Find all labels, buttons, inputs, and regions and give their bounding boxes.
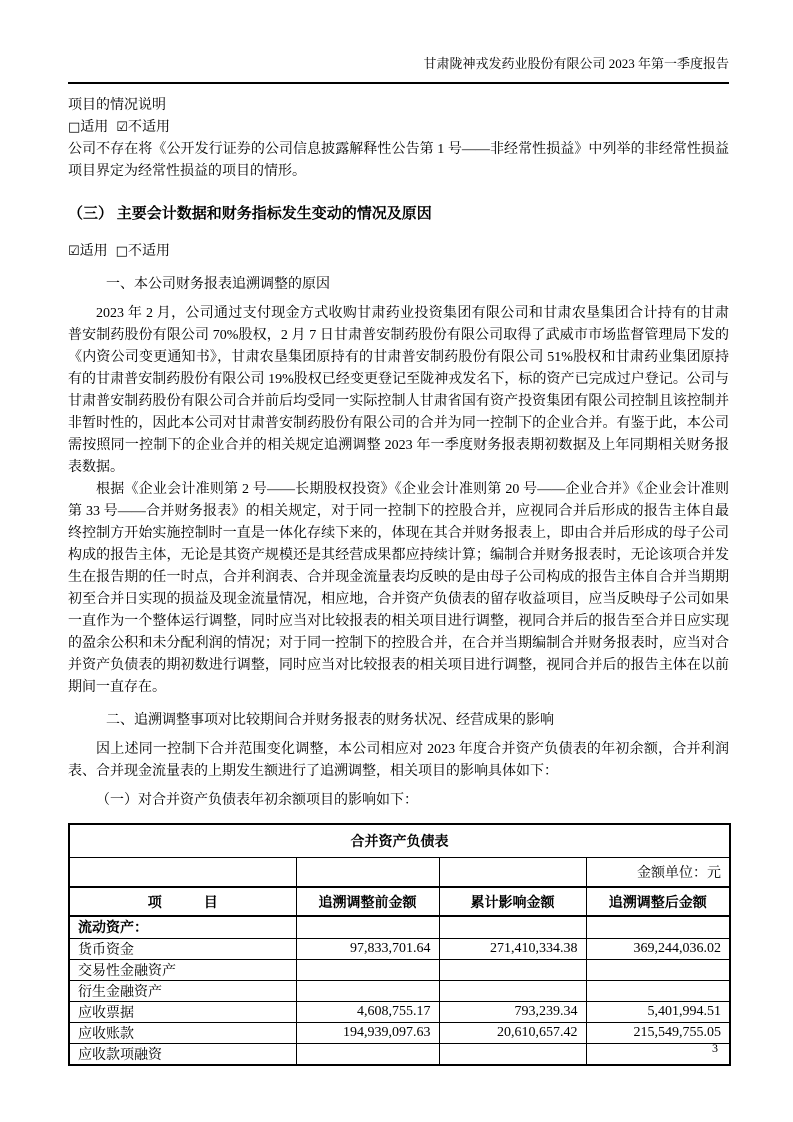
row-after-value bbox=[586, 1043, 730, 1065]
column-header-before: 追溯调整前金额 bbox=[296, 887, 439, 916]
table-group-row bbox=[69, 916, 730, 938]
table-row bbox=[69, 938, 730, 959]
table-row bbox=[69, 1022, 730, 1043]
empty-cell bbox=[439, 916, 586, 938]
row-after-value bbox=[586, 959, 730, 980]
checkbox-checked-icon: ☑ bbox=[116, 120, 128, 135]
table-unit-row bbox=[69, 857, 730, 887]
checkbox-checked-icon: ☑ bbox=[68, 244, 80, 259]
not-applicable-label: 不适用 bbox=[127, 244, 170, 259]
row-after-value: 215,549,755.05 bbox=[586, 1022, 730, 1043]
subsection-1-paragraph-1: 2023 年 2 月，公司通过支付现金方式收购甘肃药业投资集团有限公司和甘肃农垦集团合计持有的甘肃普安制药股份有限公司 70%股权，2 月 7 日甘肃普安制药股份有限公司取得了武威市市场监督管理局下发的《内资公司变更通知书》，甘肃农垦集团原持有的甘肃普安制药股份有限公司 51%股权和甘肃药业集团原持有的甘肃普安制药股份有限公司 19%股权已经变更登记至陇神戎发名下，标的资产已完成过户登记。公司与甘肃普安制药股份有限公司合并前后均受同一实际控制人甘肃省国有资产投资集团有限公司控制且该控制并非暂时性的，因此本公司对甘肃普安制药股份有限公司的合并为同一控制下的企业合并。有鉴于此，本公司需按照同一控制下的企业合并的相关规定追溯调整 2023 年一季度财务报表期初数据及上年同期相关财务报表数据。 bbox=[68, 306, 729, 475]
table-title-row bbox=[69, 824, 730, 857]
item-1-heading: （一）对合并资产负债表年初余额项目的影响如下： bbox=[96, 793, 418, 808]
applicable-label: 适用 bbox=[80, 120, 109, 135]
row-item-label: 应收票据 bbox=[69, 1001, 296, 1022]
table-row bbox=[69, 1001, 730, 1022]
row-item-label: 应收款项融资 bbox=[69, 1043, 296, 1065]
table-row bbox=[69, 1043, 730, 1065]
empty-cell bbox=[586, 916, 730, 938]
row-impact-value: 20,610,657.42 bbox=[439, 1022, 586, 1043]
column-header-after: 追溯调整后金额 bbox=[586, 887, 730, 916]
running-header-title: 甘肃陇神戎发药业股份有限公司 2023 年第一季度报告 bbox=[423, 56, 729, 71]
row-after-value bbox=[586, 980, 730, 1001]
row-impact-value: 793,239.34 bbox=[439, 1001, 586, 1022]
empty-cell bbox=[69, 857, 296, 887]
row-before-value bbox=[296, 980, 439, 1001]
notes-applicability-row bbox=[68, 117, 729, 139]
row-impact-value bbox=[439, 1043, 586, 1065]
row-before-value: 4,608,755.17 bbox=[296, 1001, 439, 1022]
not-applicable-label: 不适用 bbox=[127, 120, 170, 135]
row-impact-value bbox=[439, 959, 586, 980]
row-before-value bbox=[296, 1043, 439, 1065]
running-header bbox=[68, 55, 729, 84]
empty-cell bbox=[296, 857, 439, 887]
empty-cell bbox=[296, 916, 439, 938]
unit-note: 金额单位：元 bbox=[586, 857, 730, 887]
column-header-item: 项 目 bbox=[69, 887, 296, 916]
balance-sheet-table bbox=[68, 823, 731, 1066]
subsection-1-heading: 一、本公司财务报表追溯调整的原因 bbox=[106, 277, 330, 292]
applicable-label: 适用 bbox=[79, 244, 108, 259]
row-item-label: 交易性金融资产 bbox=[69, 959, 296, 980]
row-before-value bbox=[296, 959, 439, 980]
subsection-2-paragraph: 因上述同一控制下合并范围变化调整，本公司相应对 2023 年度合并资产负债表的年初余额，合并利润表、合并现金流量表的上期发生额进行了追溯调整，相关项目的影响具体如下： bbox=[68, 742, 729, 779]
table-row bbox=[69, 959, 730, 980]
section-applicability-row bbox=[68, 241, 729, 263]
notes-body-paragraph: 公司不存在将《公开发行证券的公司信息披露解释性公告第 1 号——非经常性损益》中列举的非经常性损益项目界定为经常性损益的项目的情形。 bbox=[68, 142, 729, 179]
row-impact-value bbox=[439, 980, 586, 1001]
row-after-value: 5,401,994.51 bbox=[586, 1001, 730, 1022]
row-item-label: 货币资金 bbox=[69, 938, 296, 959]
table-title: 合并资产负债表 bbox=[69, 824, 730, 857]
table-row bbox=[69, 980, 730, 1001]
page-number: 3 bbox=[712, 1041, 718, 1055]
table-header-row bbox=[69, 887, 730, 916]
row-item-label: 衍生金融资产 bbox=[69, 980, 296, 1001]
row-item-label: 应收账款 bbox=[69, 1022, 296, 1043]
column-header-impact: 累计影响金额 bbox=[439, 887, 586, 916]
checkbox-unchecked-icon: □ bbox=[115, 244, 128, 259]
row-before-value: 194,939,097.63 bbox=[296, 1022, 439, 1043]
subsection-1-paragraph-2: 根据《企业会计准则第 2 号——长期股权投资》《企业会计准则第 20 号——企业合并》《企业会计准则第 33 号——合并财务报表》的相关规定，对于同一控制下的控股合并，应视同合并后形成的报告主体自最终控制方开始实施控制时一直是一体化存续下来的，体现在其合并财务报表上，即由合并后形成的母子公司构成的报告主体，无论是其资产规模还是其经营成果都应持续计算；编制合并财务报表时，无论该项合并发生在报告期的任一时点，合并利润表、合并现金流量表均反映的是由母子公司构成的报告主体自合并当期期初至合并日实现的损益及现金流量情况，相应地，合并资产负债表的留存收益项目，应当反映母子公司如果一直作为一个整体运行调整，同时应当对比较报表的相关项目进行调整，视同合并后的报告至合并日应实现的盈余公积和未分配利润的情况；对于同一控制下的控股合并，在合并当期编制合并财务报表时，应当对合并资产负债表的期初数进行调整，同时应当对比较报表的相关项目进行调整，视同合并后的报告主体在以前期间一直存在。 bbox=[68, 482, 729, 695]
checkbox-unchecked-icon: □ bbox=[68, 120, 81, 135]
row-after-value: 369,244,036.02 bbox=[586, 938, 730, 959]
subsection-2-heading: 二、追溯调整事项对比较期间合并财务报表的财务状况、经营成果的影响 bbox=[106, 713, 554, 728]
row-impact-value: 271,410,334.38 bbox=[439, 938, 586, 959]
notes-label: 项目的情况说明 bbox=[68, 98, 166, 113]
group-header-current-assets: 流动资产： bbox=[69, 916, 296, 938]
row-before-value: 97,833,701.64 bbox=[296, 938, 439, 959]
section-heading: （三） 主要会计数据和财务指标发生变动的情况及原因 bbox=[68, 206, 432, 222]
empty-cell bbox=[439, 857, 586, 887]
